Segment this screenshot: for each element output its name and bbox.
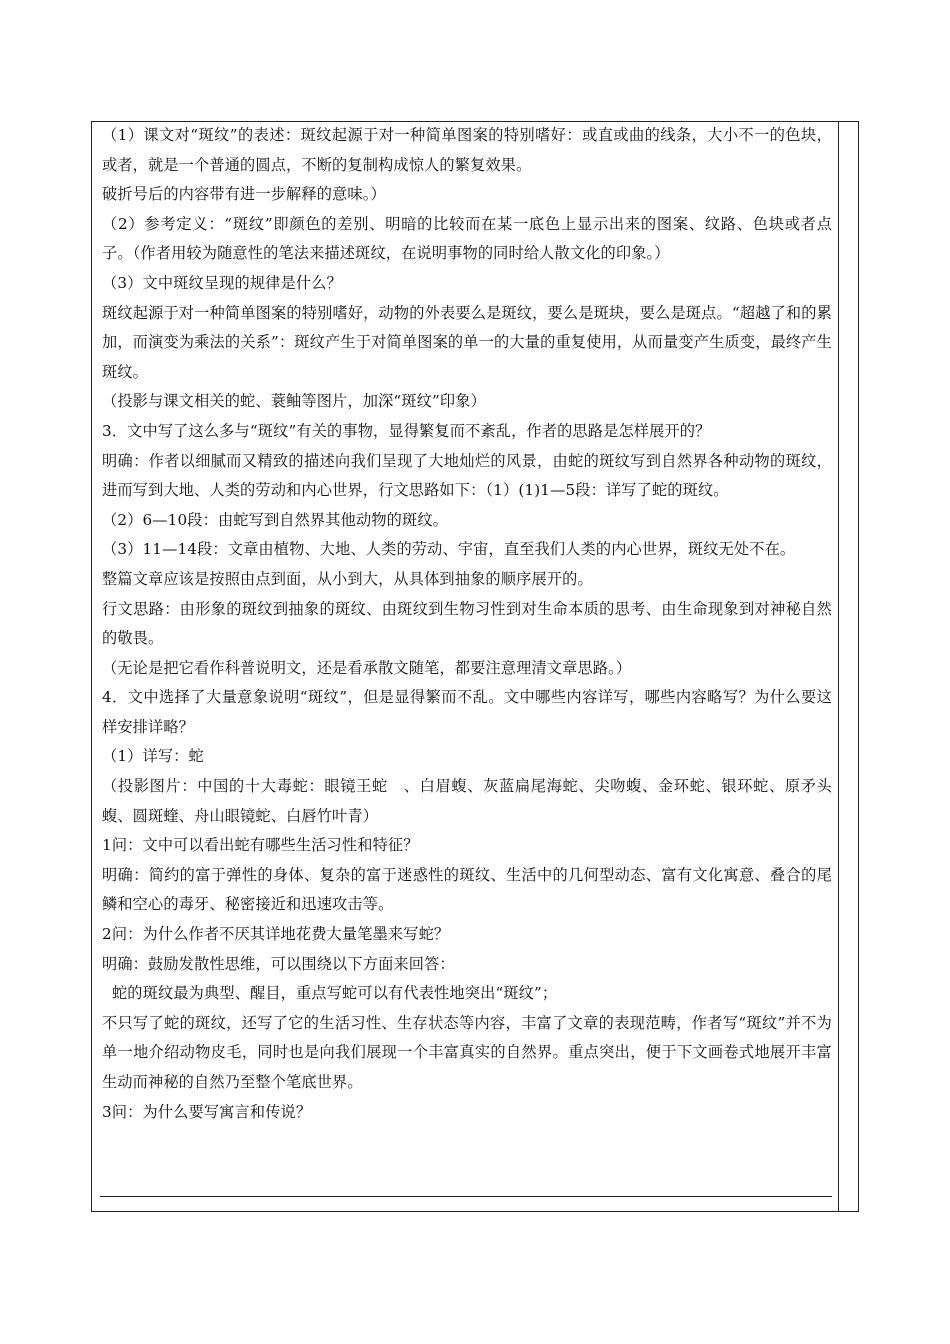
paragraph: 1问：文中可以看出蛇有哪些生活习性和特征？ (102, 836, 419, 855)
content-bottom-rule (100, 1196, 832, 1197)
paragraph: 明确：作者以细腻而又精致的描述向我们呈现了大地灿烂的风景，由蛇的斑纹写到自然界各种动物的斑纹，进而写到大地、人类的劳动和内心世界，行文思路如下：（1）(1)1—5段：详写了蛇的斑纹。 (102, 451, 832, 500)
paragraph: 蛇的斑纹最为典型、醒目，重点写蛇可以有代表性地突出“斑纹”； (102, 984, 558, 1003)
paragraph: 斑纹起源于对一种简单图案的特别嗜好，动物的外表要么是斑纹，要么是斑块，要么是斑点。“超越了和的累加，而演变为乘法的关系”：斑纹产生于对简单图案的单一的大量的重复使用，从而量变产生质变，最终产生斑纹。 (102, 303, 832, 381)
paragraph: （投影与课文相关的蛇、蓑鲉等图片，加深“斑纹”印象） (102, 392, 486, 411)
paragraph: 3．文中写了这么多与“斑纹”有关的事物，显得繁复而不紊乱，作者的思路是怎样展开的？ (102, 421, 711, 440)
paragraph: （投影图片：中国的十大毒蛇：眼镜王蛇 、白眉蝮、灰蓝扁尾海蛇、尖吻蝮、金环蛇、银环蛇、原矛头蝮、圆斑蝰、舟山眼镜蛇、白唇竹叶青） (102, 777, 832, 825)
paragraph: 2问：为什么作者不厌其详地花费大量笔墨来写蛇？ (102, 925, 450, 944)
paragraph: 整篇文章应该是按照由点到面，从小到大，从具体到抽象的顺序展开的。 (102, 569, 593, 588)
paragraph: （1）课文对“斑纹”的表述：斑纹起源于对一种简单图案的特别嗜好：或直或曲的线条，大小不一的色块，或者，就是一个普通的圆点，不断的复制构成惊人的繁复效果。 (102, 126, 832, 174)
paragraph: 破折号后的内容带有进一步解释的意味。） (102, 185, 386, 204)
table-column-divider (838, 121, 839, 1212)
paragraph: 不只写了蛇的斑纹，还写了它的生活习性、生存状态等内容，丰富了文章的表现范畴，作者写“斑纹”并不为单一地介绍动物皮毛，同时也是向我们展现一个丰富真实的自然界。重点突出，便于下文画卷式地展开丰富生动而神秘的自然乃至整个笔底世界。 (102, 1013, 832, 1091)
paragraph: 明确：鼓励发散性思维，可以围绕以下方面来回答： (102, 954, 455, 973)
paragraph: （1）详写：蛇 (102, 747, 204, 766)
paragraph: （2）6—10段：由蛇写到自然界其他动物的斑纹。 (102, 510, 449, 529)
paragraph: （无论是把它看作科普说明文，还是看承散文随笔，都要注意理清文章思路。） (102, 658, 632, 677)
paragraph: 3问：为什么要写寓言和传说？ (102, 1102, 312, 1121)
paragraph: 4．文中选择了大量意象说明“斑纹”，但是显得繁而不乱。文中哪些内容详写，哪些内容略写？为什么要这样安排详略？ (102, 688, 832, 736)
paragraph: （3）11—14段：文章由植物、大地、人类的劳动、宇宙，直至我们人类的内心世界，斑纹无处不在。 (102, 540, 796, 559)
paragraph: 明确：简约的富于弹性的身体、复杂的富于迷惑性的斑纹、生活中的几何型动态、富有文化寓意、叠合的尾鳞和空心的毒牙、秘密接近和迅速攻击等。 (102, 865, 832, 914)
table-cell-content (102, 121, 832, 1127)
paragraph: （2）参考定义：“斑纹”即颜色的差别、明暗的比较而在某一底色上显示出来的图案、纹路、色块或者点子。（作者用较为随意性的笔法来描述斑纹，在说明事物的同时给人散文化的印象。） (102, 214, 832, 263)
paragraph: 行文思路：由形象的斑纹到抽象的斑纹、由斑纹到生物习性到对生命本质的思考、由生命现象到对神秘自然的敬畏。 (102, 599, 832, 648)
paragraph: （3）文中斑纹呈现的规律是什么？ (102, 273, 342, 292)
